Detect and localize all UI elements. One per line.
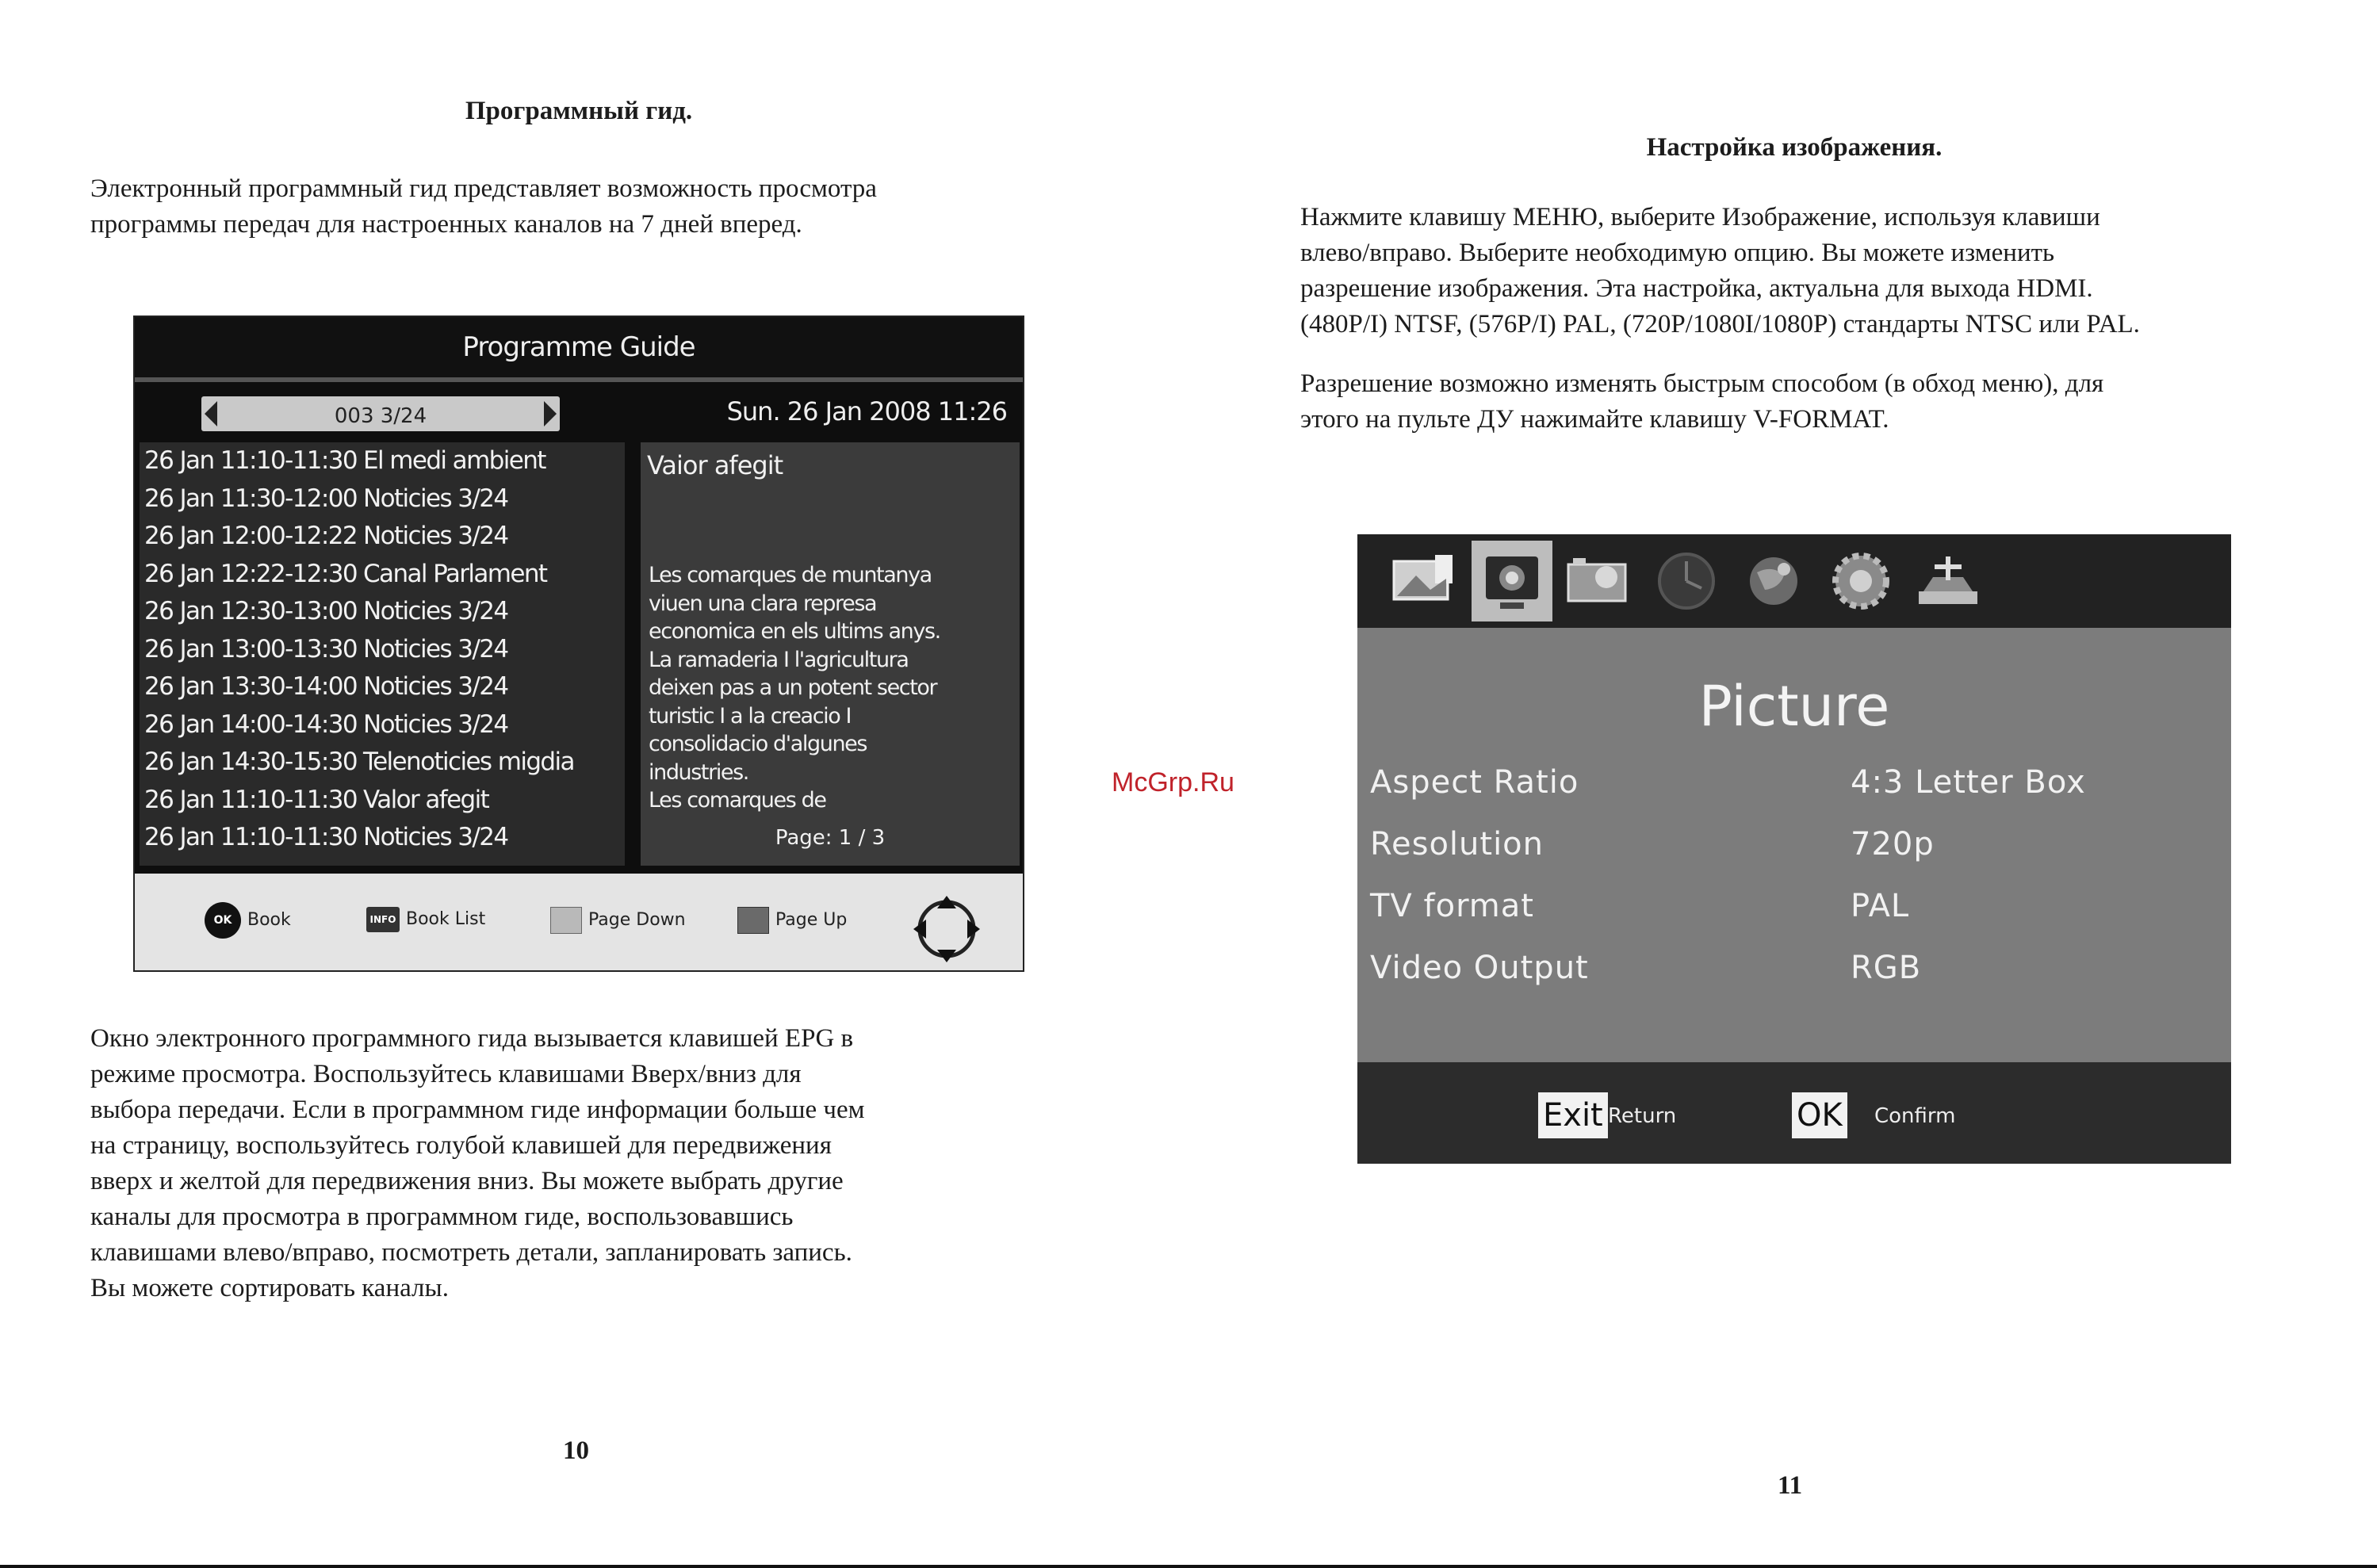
setting-video-output[interactable] bbox=[1370, 950, 2226, 997]
tools-icon[interactable] bbox=[1908, 541, 1988, 621]
event-name: Noticies 3/24 bbox=[363, 709, 508, 739]
color-key-icon bbox=[737, 907, 769, 934]
event-time: 26 Jan 12:22-12:30 bbox=[144, 559, 358, 588]
event-time: 26 Jan 12:30-13:00 bbox=[144, 597, 358, 625]
page-down-label: Page Down bbox=[588, 910, 686, 930]
event-row[interactable] bbox=[140, 668, 625, 706]
event-detail-text: Les comarques de muntanya viuen una clara represa economica en els ultims anys. La ramaderia I l'agricultura deixen pas a un potent sector turistic I a la creacio I consolidacio d'algunes industries. Les comarques de bbox=[649, 563, 940, 813]
epg-body-paragraph: Окно электронного программного гида вызывается клавишей EPG в режиме просмотра. Воспользуйтесь клавишами Вверх/вниз для выбора передачи. Если в программном гиде информации больше чем на страницу, воспользуйтесь голубой клавишей для передвижения вверх и желтой для передвижения вниз. Вы можете выбрать другие каналы для просмотра в программном гиде, воспользовавшись клавишами влево/вправо, посмотреть детали, запланировать запись. Вы можете сортировать каналы. bbox=[90, 1024, 865, 1302]
exit-key[interactable]: Exit bbox=[1538, 1092, 1608, 1138]
event-time: 26 Jan 14:30-15:30 bbox=[144, 748, 358, 776]
event-time: 26 Jan 13:00-13:30 bbox=[144, 634, 358, 664]
event-row[interactable] bbox=[140, 593, 625, 631]
picture-menu-footer bbox=[1357, 1062, 2231, 1164]
book-list-label: Book List bbox=[406, 909, 486, 929]
picture-icon[interactable] bbox=[1472, 541, 1552, 621]
setting-value: RGB bbox=[1851, 950, 1922, 986]
setting-label: TV format bbox=[1370, 888, 1534, 924]
event-name: Noticies 3/24 bbox=[363, 672, 508, 701]
event-name: Noticies 3/24 bbox=[363, 522, 508, 550]
event-name: Noticies 3/24 bbox=[363, 484, 508, 513]
epg-screenshot bbox=[133, 316, 1024, 972]
setting-tv-format[interactable] bbox=[1370, 888, 2226, 935]
color-key-icon bbox=[550, 907, 582, 934]
setting-value: PAL bbox=[1851, 888, 1910, 924]
event-time: 26 Jan 13:30-14:00 bbox=[144, 672, 358, 701]
setting-label: Resolution bbox=[1370, 826, 1544, 862]
exit-key-label: Return bbox=[1608, 1104, 1677, 1128]
event-time: 26 Jan 14:00-14:30 bbox=[144, 709, 358, 739]
page-number-right: 11 bbox=[1778, 1471, 1803, 1500]
setting-value: 720p bbox=[1851, 826, 1935, 862]
event-row[interactable] bbox=[140, 480, 625, 518]
event-detail-title: Vaior afegit bbox=[647, 450, 783, 480]
event-row[interactable] bbox=[140, 518, 625, 556]
book-button[interactable] bbox=[205, 902, 291, 939]
channel-icon[interactable] bbox=[1384, 541, 1465, 621]
event-row[interactable] bbox=[140, 631, 625, 669]
picture-paragraph-2: Разрешение возможно изменять быстрым способом (в обход меню), для этого на пульте ДУ нажимайте клавишу V-FORMAT. bbox=[1300, 369, 2104, 434]
event-row[interactable] bbox=[140, 442, 625, 480]
watermark: McGrp.Ru bbox=[1112, 767, 1234, 797]
setting-resolution[interactable] bbox=[1370, 826, 2226, 874]
book-list-button[interactable] bbox=[366, 907, 485, 932]
epg-footer bbox=[135, 874, 1023, 970]
page-up-label: Page Up bbox=[775, 910, 848, 930]
picture-menu-title: Picture bbox=[1698, 674, 1890, 739]
event-time: 26 Jan 11:10-11:30 bbox=[144, 823, 358, 851]
picture-section-heading: Настройка изображения. bbox=[1646, 133, 1943, 162]
event-name: Noticies 3/24 bbox=[363, 597, 508, 625]
arrow-right-icon[interactable] bbox=[544, 401, 557, 426]
event-row[interactable] bbox=[140, 744, 625, 782]
search-icon[interactable] bbox=[1559, 541, 1640, 621]
epg-title: Programme Guide bbox=[135, 317, 1023, 377]
page-number-left: 10 bbox=[563, 1436, 589, 1465]
event-row[interactable] bbox=[140, 819, 625, 857]
epg-intro-paragraph: Электронный программный гид представляет возможность просмотра программы передач для настроенных каналов на 7 дней вперед. bbox=[90, 174, 877, 239]
picture-menu-screenshot bbox=[1357, 534, 2231, 1164]
event-name: El medi ambient bbox=[363, 446, 545, 475]
ok-key[interactable]: OK bbox=[1792, 1092, 1847, 1138]
picture-paragraph-1: Нажмите клавишу МЕНЮ, выберите Изображение, используя клавиши влево/вправо. Выберите необходимую опцию. Вы можете изменить разрешение изображения. Эта настройка, актуальна для выхода HDMI. (480P/I) NTSF, (576P/I) PAL, (720P/1080I/1080P) стандарты NTSC или PAL. bbox=[1300, 203, 2140, 338]
event-name: Canal Parlament bbox=[363, 559, 547, 588]
epg-section-heading: Программный гид. bbox=[465, 97, 693, 125]
ok-key-label: Confirm bbox=[1874, 1104, 1956, 1128]
event-name: Valor afegit bbox=[363, 785, 489, 814]
event-row[interactable] bbox=[140, 706, 625, 744]
time-icon[interactable] bbox=[1646, 541, 1727, 621]
event-detail-panel bbox=[641, 442, 1020, 866]
dpad-navigation-icon bbox=[910, 893, 983, 966]
epg-body bbox=[135, 382, 1023, 874]
event-name: Noticies 3/24 bbox=[363, 634, 508, 664]
setting-label: Aspect Ratio bbox=[1370, 764, 1579, 801]
event-row[interactable] bbox=[140, 556, 625, 594]
language-icon[interactable] bbox=[1733, 541, 1814, 621]
arrow-left-icon[interactable] bbox=[205, 401, 217, 426]
info-key-icon: INFO bbox=[366, 907, 400, 932]
page-down-button[interactable] bbox=[550, 907, 686, 934]
event-time: 26 Jan 11:10-11:30 bbox=[144, 446, 358, 475]
page-up-button[interactable] bbox=[737, 907, 847, 934]
event-time: 26 Jan 11:10-11:30 bbox=[144, 785, 358, 814]
epg-datetime: Sun. 26 Jan 2008 11:26 bbox=[726, 396, 1007, 426]
settings-icon[interactable] bbox=[1820, 541, 1901, 621]
channel-selector[interactable] bbox=[201, 396, 560, 431]
event-name: Telenoticies migdia bbox=[363, 748, 574, 776]
ok-key-icon: OK bbox=[205, 902, 241, 939]
setting-aspect-ratio[interactable] bbox=[1370, 764, 2226, 812]
channel-selector-value: 003 3/24 bbox=[334, 404, 427, 428]
menu-icon-bar bbox=[1357, 534, 2231, 628]
event-list bbox=[140, 442, 625, 866]
event-row[interactable] bbox=[140, 782, 625, 820]
event-time: 26 Jan 12:00-12:22 bbox=[144, 522, 358, 550]
book-label: Book bbox=[247, 910, 291, 930]
event-detail-page: Page: 1 / 3 bbox=[775, 826, 886, 850]
setting-label: Video Output bbox=[1370, 950, 1589, 986]
page-bottom-border bbox=[0, 1565, 2377, 1568]
event-time: 26 Jan 11:30-12:00 bbox=[144, 484, 358, 513]
event-name: Noticies 3/24 bbox=[363, 823, 508, 851]
setting-value: 4:3 Letter Box bbox=[1851, 764, 2086, 801]
